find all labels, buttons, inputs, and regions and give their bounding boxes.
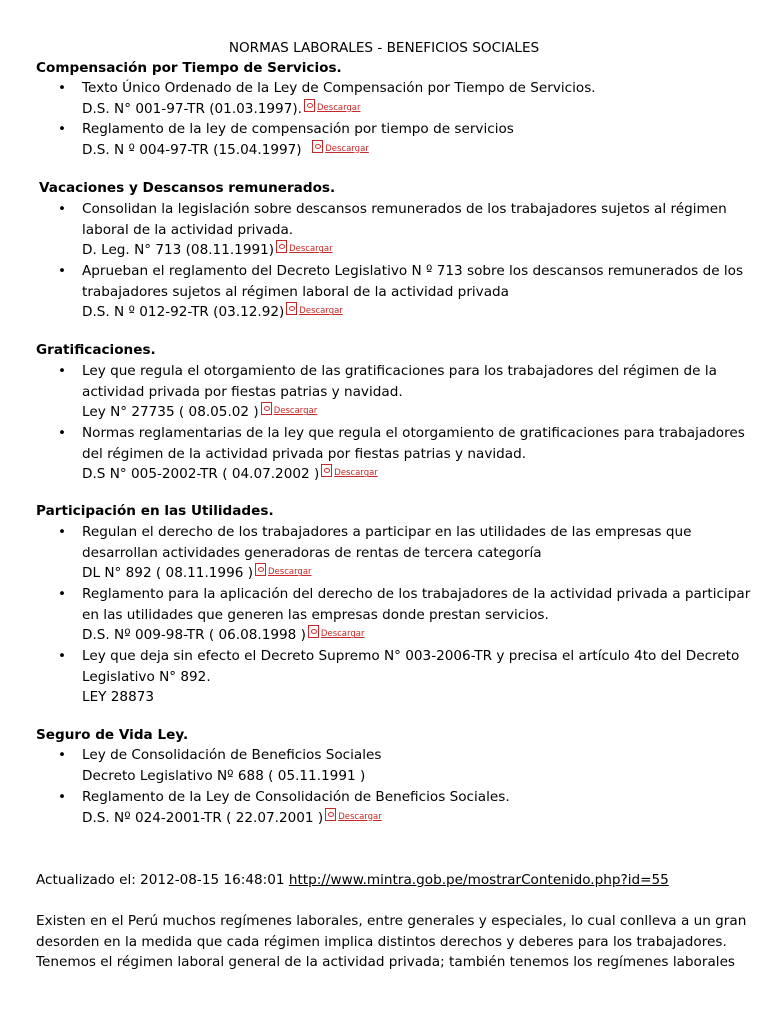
list-item: • Ley que regula el otorgamiento de las gratificaciones para los trabajadores del régimen de la actividad privada por fiestas patrias y navidad. Ley N° 27735 ( 08.05.02 ) Descargar bbox=[58, 363, 717, 421]
download-link[interactable]: Descargar bbox=[255, 563, 312, 579]
bullet: • bbox=[58, 586, 67, 602]
bullet: • bbox=[58, 648, 67, 664]
download-link[interactable]: Descargar bbox=[312, 140, 369, 156]
bullet: • bbox=[58, 263, 67, 279]
section-heading-vacaciones: Vacaciones y Descansos remunerados. bbox=[39, 180, 336, 196]
pdf-icon bbox=[304, 99, 315, 112]
updated-line: Actualizado el: 2012-08-15 16:48:01 http://www.mintra.gob.pe/mostrarContenido.php?id=55 bbox=[36, 872, 669, 888]
pdf-icon bbox=[255, 563, 266, 576]
pdf-icon bbox=[276, 240, 287, 253]
section-heading-cts: Compensación por Tiempo de Servicios. bbox=[36, 60, 342, 76]
section-heading-gratificaciones: Gratificaciones. bbox=[36, 342, 156, 358]
bullet: • bbox=[58, 524, 67, 540]
list-item: • Reglamento de la Ley de Consolidación de Beneficios Sociales. D.S. Nº 024-2001-TR ( 22.07.2001 ) Descargar bbox=[58, 789, 510, 826]
download-link[interactable]: Descargar bbox=[308, 625, 365, 641]
download-link[interactable]: Descargar bbox=[325, 808, 382, 824]
list-item: • Consolidan la legislación sobre descansos remunerados de los trabajadores sujetos al régimen laboral de la actividad privada. D. Leg. N° 713 (08.11.1991) Descargar bbox=[58, 201, 727, 259]
list-item: • Reglamento para la aplicación del derecho de los trabajadores de la actividad privada a participar en las utilidades que generen las empresas donde prestan servicios. D.S. Nº 009-98-TR ( 06.08.1998 ) Descargar bbox=[58, 586, 751, 644]
list-item: • Aprueban el reglamento del Decreto Legislativo N º 713 sobre los descansos remunerados de los trabajadores sujetos al régimen laboral de la actividad privada D.S. N º 012-92-TR (03.12.92) Descargar bbox=[58, 263, 744, 321]
list-item: • Ley de Consolidación de Beneficios Sociales Decreto Legislativo Nº 688 ( 05.11.1991 ) bbox=[58, 747, 382, 784]
pdf-icon bbox=[321, 464, 332, 477]
source-link[interactable]: http://www.mintra.gob.pe/mostrarContenido.php?id=55 bbox=[288, 872, 669, 888]
list-item: • Texto Único Ordenado de la Ley de Compensación por Tiempo de Servicios. D.S. N° 001-97-TR (01.03.1997). Descargar bbox=[58, 80, 596, 117]
bullet: • bbox=[58, 425, 67, 441]
pdf-icon bbox=[308, 625, 319, 638]
download-link[interactable]: Descargar bbox=[321, 464, 378, 480]
download-link[interactable]: Descargar bbox=[286, 302, 343, 318]
bullet: • bbox=[58, 363, 67, 379]
list-item: • Ley que deja sin efecto el Decreto Supremo N° 003-2006-TR y precisa el artículo 4to del Decreto Legislativo N° 892. LEY 28873 bbox=[58, 648, 740, 706]
pdf-icon bbox=[261, 402, 272, 415]
pdf-icon bbox=[312, 140, 323, 153]
bullet: • bbox=[58, 121, 67, 137]
page-title: NORMAS LABORALES - BENEFICIOS SOCIALES bbox=[228, 40, 540, 56]
download-link[interactable]: Descargar bbox=[261, 402, 318, 418]
bullet: • bbox=[58, 201, 67, 217]
list-item: • Regulan el derecho de los trabajadores a participar en las utilidades de las empresas que desarrollan actividades generadoras de rentas de tercera categoría DL N° 892 ( 08.11.1996 ) Descargar bbox=[58, 524, 692, 582]
download-link[interactable]: Descargar bbox=[304, 99, 361, 115]
pdf-icon bbox=[325, 808, 336, 821]
download-link[interactable]: Descargar bbox=[276, 240, 333, 256]
list-item: • Reglamento de la ley de compensación por tiempo de servicios D.S. N º 004-97-TR (15.04.1997) Descargar bbox=[58, 121, 514, 158]
bullet: • bbox=[58, 747, 67, 763]
bullet: • bbox=[58, 789, 67, 805]
list-item: • Normas reglamentarias de la ley que regula el otorgamiento de gratificaciones para trabajadores del régimen de la actividad privada por fiestas patrias y navidad. D.S N° 005-2002-TR ( 04.07.2002 ) Descargar bbox=[58, 425, 745, 483]
pdf-icon bbox=[286, 302, 297, 315]
paragraph: Existen en el Perú muchos regímenes laborales, entre generales y especiales, lo cual conlleva a un gran desorden en la medida que cada régimen implica distintos derechos y deberes para los trabajadores. Tenemos el régimen laboral general de la actividad privada; también tenemos los regímenes laborales bbox=[36, 913, 747, 971]
section-heading-utilidades: Participación en las Utilidades. bbox=[36, 503, 274, 519]
bullet: • bbox=[58, 80, 67, 96]
section-heading-seguro: Seguro de Vida Ley. bbox=[36, 727, 189, 743]
